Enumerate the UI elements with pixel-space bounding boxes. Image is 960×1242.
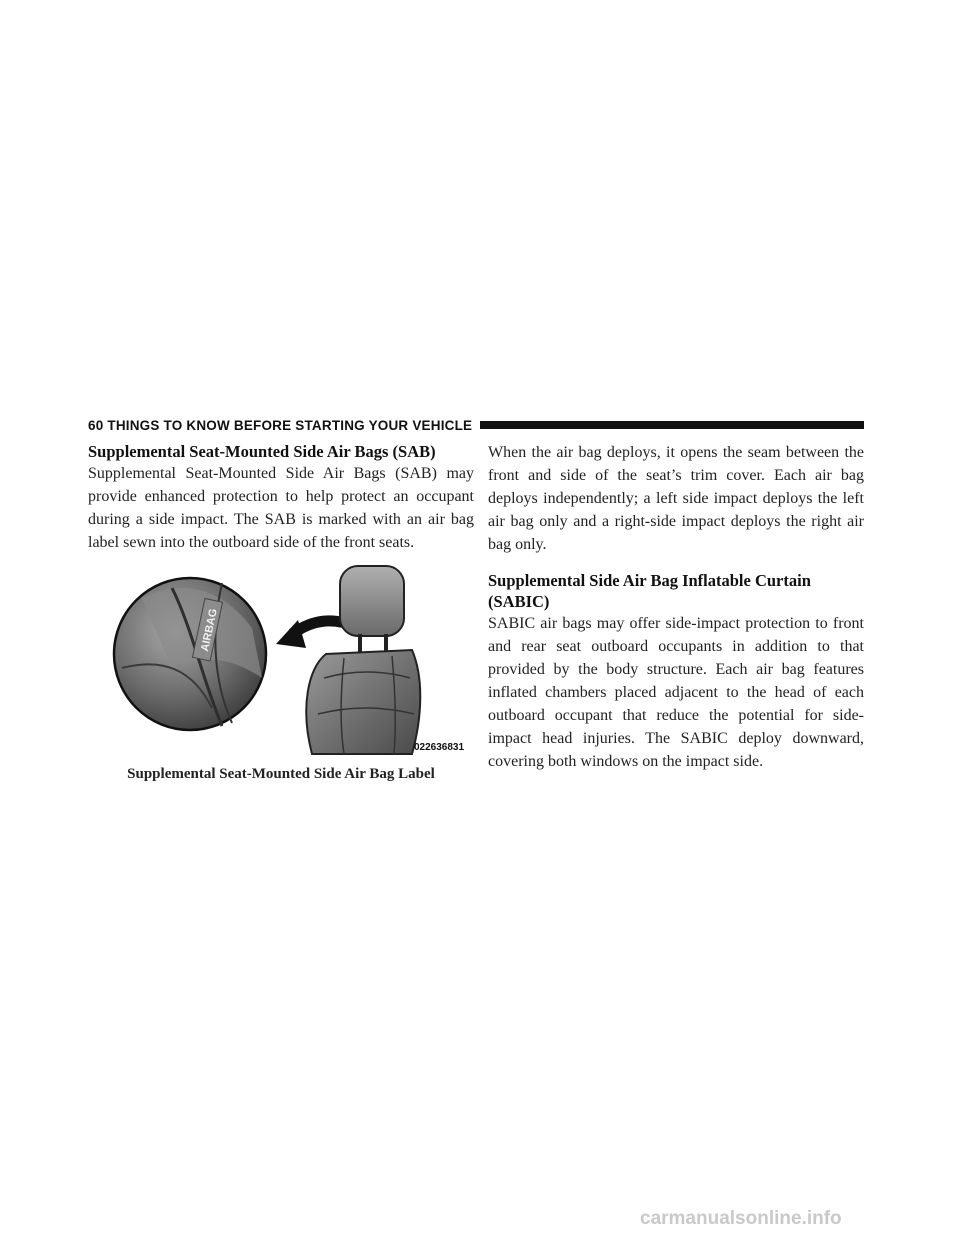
sab-heading: Supplemental Seat-Mounted Side Air Bags (SAB) [88, 442, 436, 461]
sabic-paragraph: SABIC air bags may offer side-impact protection to front and rear seat outboard occupants in addition to that provided by the body structure. Each air bag features inflated chambers placed adjacent to the head of each outboard occupant that reduce the potential for side-impact head injuries. The SABIC deploy downward, covering both windows on the impact side. [488, 615, 864, 770]
deploy-paragraph: When the air bag deploys, it opens the seam between the front and side of the seat’s trim cover. Each air bag deploys independently; a left side impact deploys the left air bag only and a right-side impact deploys the right air bag only. [488, 444, 864, 553]
figure-caption: Supplemental Seat-Mounted Side Air Bag Label [127, 766, 435, 782]
zoom-circle [114, 578, 266, 730]
sabic-heading: Supplemental Side Air Bag Inflatable Curtain (SABIC) [488, 571, 811, 611]
sab-paragraph: Supplemental Seat-Mounted Side Air Bags (SAB) may provide enhanced protection to help protect an occupant during a side impact. The SAB is marked with an air bag label sewn into the outboard side of the front seats. [88, 465, 474, 551]
section-title: THINGS TO KNOW BEFORE STARTING YOUR VEHICLE [107, 417, 473, 433]
figure-code: 022636831 [414, 742, 465, 753]
airbag-label-figure [112, 558, 474, 758]
page-number: 60 [88, 417, 104, 433]
page-header [88, 416, 864, 434]
left-column [88, 441, 474, 554]
seat-icon [306, 566, 420, 754]
header-rule [480, 421, 864, 429]
watermark: carmanualsonline.info [640, 1208, 842, 1229]
seat-illustration [112, 558, 474, 758]
right-column [488, 441, 864, 773]
page-header-text [88, 418, 472, 433]
airbag-tag-text: AIRBAG [199, 607, 220, 653]
